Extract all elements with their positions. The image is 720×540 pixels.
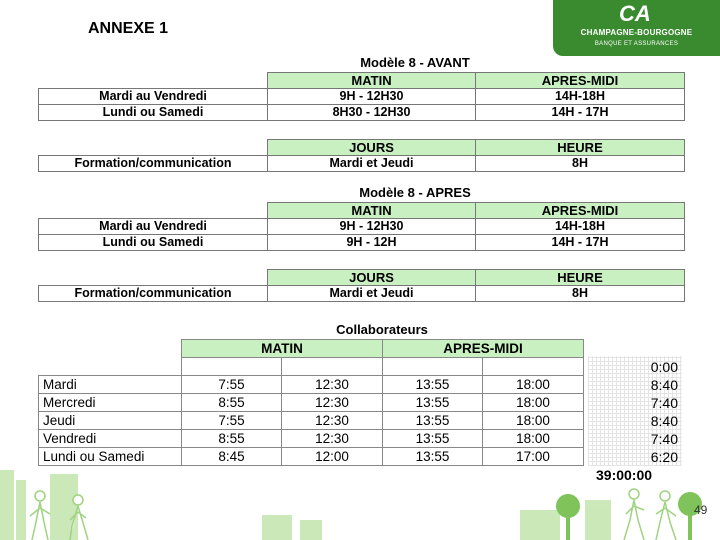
footer-decoration — [0, 460, 720, 540]
cell-matin: 9H - 12H30 — [268, 89, 476, 105]
table-row — [39, 89, 685, 105]
total-header: 0:00 — [650, 359, 678, 375]
row-label: Formation/communication — [39, 156, 268, 172]
total-value: 7:40 — [650, 431, 678, 447]
apres-midi-start: 13:55 — [383, 394, 483, 412]
slide-title: ANNEXE 1 — [88, 20, 169, 37]
apres-header-matin: MATIN — [268, 203, 476, 219]
apres-midi-end: 18:00 — [483, 394, 584, 412]
day-label: Lundi ou Samedi — [39, 448, 182, 466]
matin-start: 7:55 — [182, 412, 282, 430]
total-value: 8:40 — [650, 377, 678, 393]
cell-apres-midi: 14H - 17H — [476, 235, 685, 251]
matin-start: 7:55 — [182, 376, 282, 394]
person-icon — [660, 491, 670, 501]
avant-hours-table — [38, 72, 685, 121]
table-row — [39, 286, 685, 302]
cell-heure: 8H — [476, 156, 685, 172]
day-label: Mardi — [39, 376, 182, 394]
row-label: Formation/communication — [39, 286, 268, 302]
cell-matin: 9H - 12H30 — [268, 219, 476, 235]
row-label: Lundi ou Samedi — [39, 235, 268, 251]
cell-apres-midi: 14H - 17H — [476, 105, 685, 121]
day-label: Vendredi — [39, 430, 182, 448]
table-row — [39, 156, 685, 172]
matin-start: 8:55 — [182, 430, 282, 448]
total-value: 6:20 — [650, 449, 678, 465]
collaborateurs-title: Collaborateurs — [336, 322, 428, 337]
apres-midi-start: 13:55 — [383, 448, 483, 466]
table-row — [39, 105, 685, 121]
avant-header-jours: JOURS — [268, 140, 476, 156]
matin-end: 12:30 — [282, 394, 383, 412]
logo-mark: CA — [619, 1, 651, 26]
collaborateurs-table — [38, 339, 584, 466]
cell-jours: Mardi et Jeudi — [268, 286, 476, 302]
apres-midi-start: 13:55 — [383, 430, 483, 448]
credit-agricole-logo — [553, 0, 720, 56]
grand-total: 39:00:00 — [596, 467, 653, 483]
apres-midi-end: 18:00 — [483, 412, 584, 430]
apres-title: Modèle 8 - APRES — [359, 185, 471, 200]
logo-name: CHAMPAGNE-BOURGOGNE — [580, 28, 693, 37]
cell-heure: 8H — [476, 286, 685, 302]
avant-title: Modèle 8 - AVANT — [360, 55, 470, 70]
apres-header-jours: JOURS — [268, 270, 476, 286]
table-row — [39, 412, 584, 430]
collab-header-apres-midi: APRES-MIDI — [383, 340, 584, 358]
person-icon — [73, 495, 83, 505]
total-value: 7:40 — [650, 395, 678, 411]
apres-midi-end: 17:00 — [483, 448, 584, 466]
apres-header-heure: HEURE — [476, 270, 685, 286]
day-label: Jeudi — [39, 412, 182, 430]
apres-midi-start: 13:55 — [383, 412, 483, 430]
row-label: Mardi au Vendredi — [39, 89, 268, 105]
apres-midi-end: 18:00 — [483, 376, 584, 394]
logo-subtitle: BANQUE ET ASSURANCES — [594, 41, 679, 47]
matin-start: 8:45 — [182, 448, 282, 466]
person-icon — [35, 491, 45, 501]
page-number: 49 — [694, 503, 708, 517]
apres-midi-end: 18:00 — [483, 430, 584, 448]
table-row — [39, 219, 685, 235]
day-label: Mercredi — [39, 394, 182, 412]
total-value: 8:40 — [650, 413, 678, 429]
table-row — [39, 235, 685, 251]
apres-header-apres-midi: APRES-MIDI — [476, 203, 685, 219]
avant-header-apres-midi: APRES-MIDI — [476, 73, 685, 89]
matin-end: 12:30 — [282, 412, 383, 430]
avant-header-heure: HEURE — [476, 140, 685, 156]
cell-apres-midi: 14H-18H — [476, 89, 685, 105]
table-row — [39, 376, 584, 394]
person-icon — [629, 489, 639, 499]
apres-midi-start: 13:55 — [383, 376, 483, 394]
matin-start: 8:55 — [182, 394, 282, 412]
matin-end: 12:30 — [282, 430, 383, 448]
avant-header-matin: MATIN — [268, 73, 476, 89]
row-label: Lundi ou Samedi — [39, 105, 268, 121]
cell-matin: 8H30 - 12H30 — [268, 105, 476, 121]
avant-training-table — [38, 139, 685, 172]
cell-apres-midi: 14H-18H — [476, 219, 685, 235]
totals-column — [588, 356, 682, 466]
apres-training-table — [38, 269, 685, 302]
matin-end: 12:00 — [282, 448, 383, 466]
cell-jours: Mardi et Jeudi — [268, 156, 476, 172]
apres-hours-table — [38, 202, 685, 251]
table-row — [39, 394, 584, 412]
collab-header-matin: MATIN — [182, 340, 383, 358]
matin-end: 12:30 — [282, 376, 383, 394]
table-row — [39, 430, 584, 448]
cell-matin: 9H - 12H — [268, 235, 476, 251]
row-label: Mardi au Vendredi — [39, 219, 268, 235]
